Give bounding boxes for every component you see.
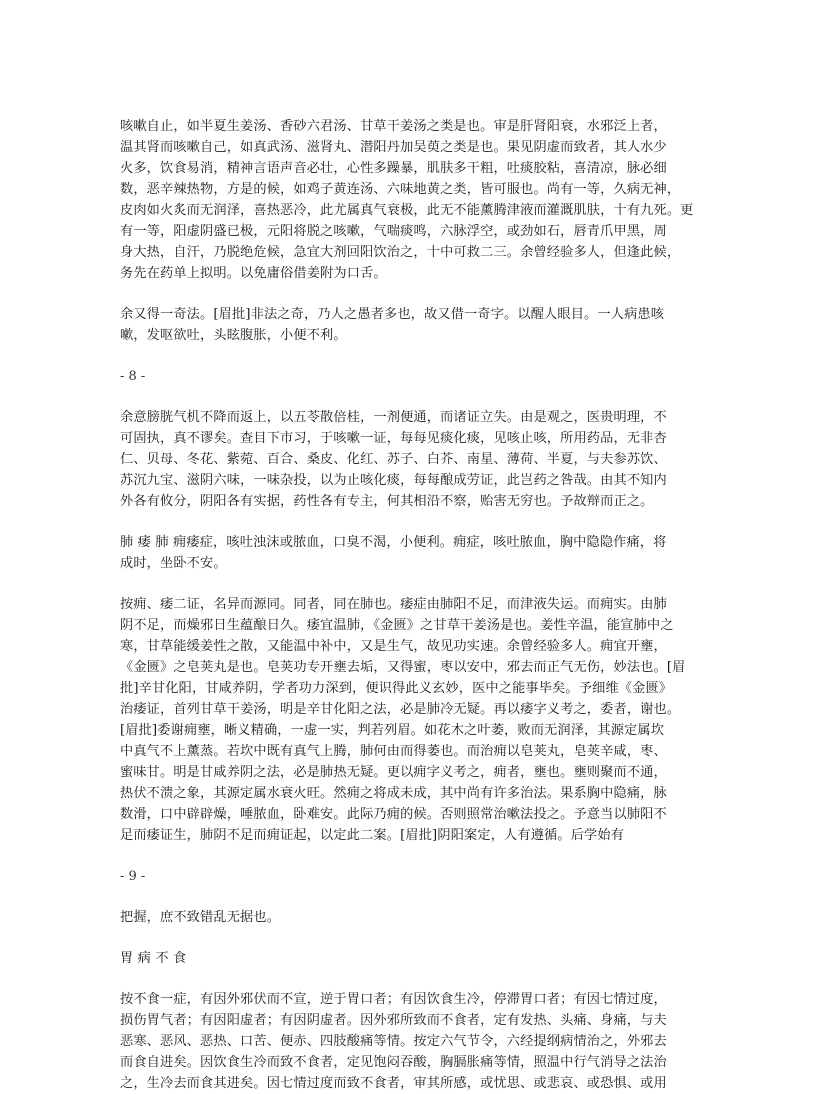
paragraph-cough-treatment: 咳嗽自止，如半夏生姜汤、香砂六君汤、甘草干姜汤之类是也。审是肝肾阳衰，水邪泛上者， 温其肾而咳嗽自己，如真武汤、滋肾丸、潜阳丹加吴萸之类是也。果见阴虚而致者，其人水少 火多，饮食易消，精神言语声音必壮，心性多躁暴，肌肤多干粗，吐痰胶粘，喜清凉，脉必细 数，恶辛辣热物，方是的候，如鸡子黄连汤、六味地黄之类，皆可服也。尚有一等，久病无神， 皮肉如火炙而无润泽，喜热恶冷，此尤属真气衰极，此无不能薰腾津液而灌溉肌肤，十有九死。更 有一等，阳虚阴盛已极，元阳将脱之咳嗽，气喘痰鸣，六脉浮空，或劲如石，唇青爪甲黑，周 身大热，自汗，乃脱绝危候，急宜大剂回阳饮治之，十中可救二三。余曾经验多人，但逢此候， 务先在药单上拟明。以免庸俗借姜附为口舌。 [120,119,694,281]
spacer [120,574,696,594]
spacer [120,346,696,366]
section-heading-stomach-no-appetite: 胃 病 不 食 [120,951,187,966]
paragraph-bladder-qi: 余意膀胱气机不降而返上，以五苓散倍桂，一剂便通，而诸证立失。由是观之，医贵明理，不 可固执，真不谬矣。查目下市习，于咳嗽一证，每每见痰化痰，见咳止咳，所用药品，无非杏 仁、贝母、冬花、紫菀、百合、桑皮、化红、苏子、白芥、南星、薄荷、半夏，与夫参苏饮、 苏沉九宝、滋阴六味，一味杂投，以为止咳化痰，每每酿成劳证，此岂药之咎哉。由其不知内 外各有攸分，阴阳各有实据，药性各有专主，何其相沿不察，贻害无穷也。予故辩而正之。 [120,410,667,509]
paragraph-no-appetite: 按不食一症，有因外邪伏而不宣，逆于胃口者；有因饮食生冷，停滞胃口者；有因七情过度， 损伤胃气者；有因阳虚者；有因阴虚者。因外邪所致而不食者，定有发热、头痛、身痛，与夫 恶寒、恶风、恶热、口苦、便赤、四肢酸痛等情。按定六气节令，六经提纲病情治之，外邪去 而食自进矣。因饮食生冷而致不食者，定见饱闷吞酸，胸膈胀痛等情，照温中行气消导之法治 之，生冷去而食其进矣。因七情过度而致不食者，审其所感，或忧思、或悲哀、或恐惧、或用 [120,992,667,1091]
page-number-8: - 8 - [120,369,146,384]
paragraph-strange-method: 余又得一奇法。[眉批]非法之奇，乃人之愚者多也，故又借一奇字。以醒人眼目。一人病患咳 嗽，发呕欲吐，头眩腹胀，小便不利。 [120,307,665,343]
spacer [120,387,696,407]
spacer [120,887,696,907]
paragraph-lung-wei-lung-yong: 肺 痿 肺 痈痿症，咳吐浊沫或脓血，口臭不渴，小便利。痈症，咳吐脓血，胸中隐隐作痛，将 成时，坐卧不安。 [120,535,667,571]
paragraph-continuation: 把握，庶不致错乱无据也。 [120,910,281,925]
page-number-9: - 9 - [120,869,146,884]
document-page [120,116,696,1094]
spacer [120,928,696,948]
spacer [120,512,696,532]
spacer [120,284,696,304]
spacer [120,846,696,866]
spacer [120,969,696,989]
paragraph-yong-wei-discussion: 按痈、痿二证，名异而源同。同者，同在肺也。痿症由肺阳不足，而津液失运。而痈实。由肺 阴不足，而燥邪日生蕴酿日久。痿宜温肺，《金匮》之甘草干姜汤是也。姜性辛温，能宣肺中之 寒，甘草能缓姜性之散，又能温中补中，又是生气，故见功实速。余曾经验多人。痈宜开壅， 《金匮》之皂荚丸是也。皂荚功专开壅去垢，又得蜜，枣以安中，邪去而正气无伤，妙法也。[眉 批]辛甘化阳，甘咸养阴，学者功力深到，便识得此义玄妙，医中之能事毕矣。予细维《金匮》 治痿证，首列甘草干姜汤，明是辛甘化阳之法，必是肺冷无疑。再以痿字义考之，委者，谢也。 [眉批]委谢痈壅，晰义精确，一虚一实，判若列眉。如花木之叶萎，败而无润泽，其源定属坎 中真气不上薰蒸。若坎中既有真气上腾，肺何由而得萎也。而治痈以皂荚丸，皂荚辛咸，枣、 蜜味甘。明是甘咸养阴之法，必是肺热无疑。更以痈字义考之，痈者，壅也。壅则聚而不通， 热伏不溃之象，其源定属水衰火旺。然痈之将成未成，其中尚有许多治法。果系胸中隐痛，脉 数滑，口中辟辟燥，唾脓血，卧难安。此际乃痈的候。否则照常治嗽法投之。予意当以肺阳不 足而痿证生，肺阴不足而痈证起，以定此二案。[眉批]阴阳案定，人有遵循。后学始有 [120,597,686,843]
